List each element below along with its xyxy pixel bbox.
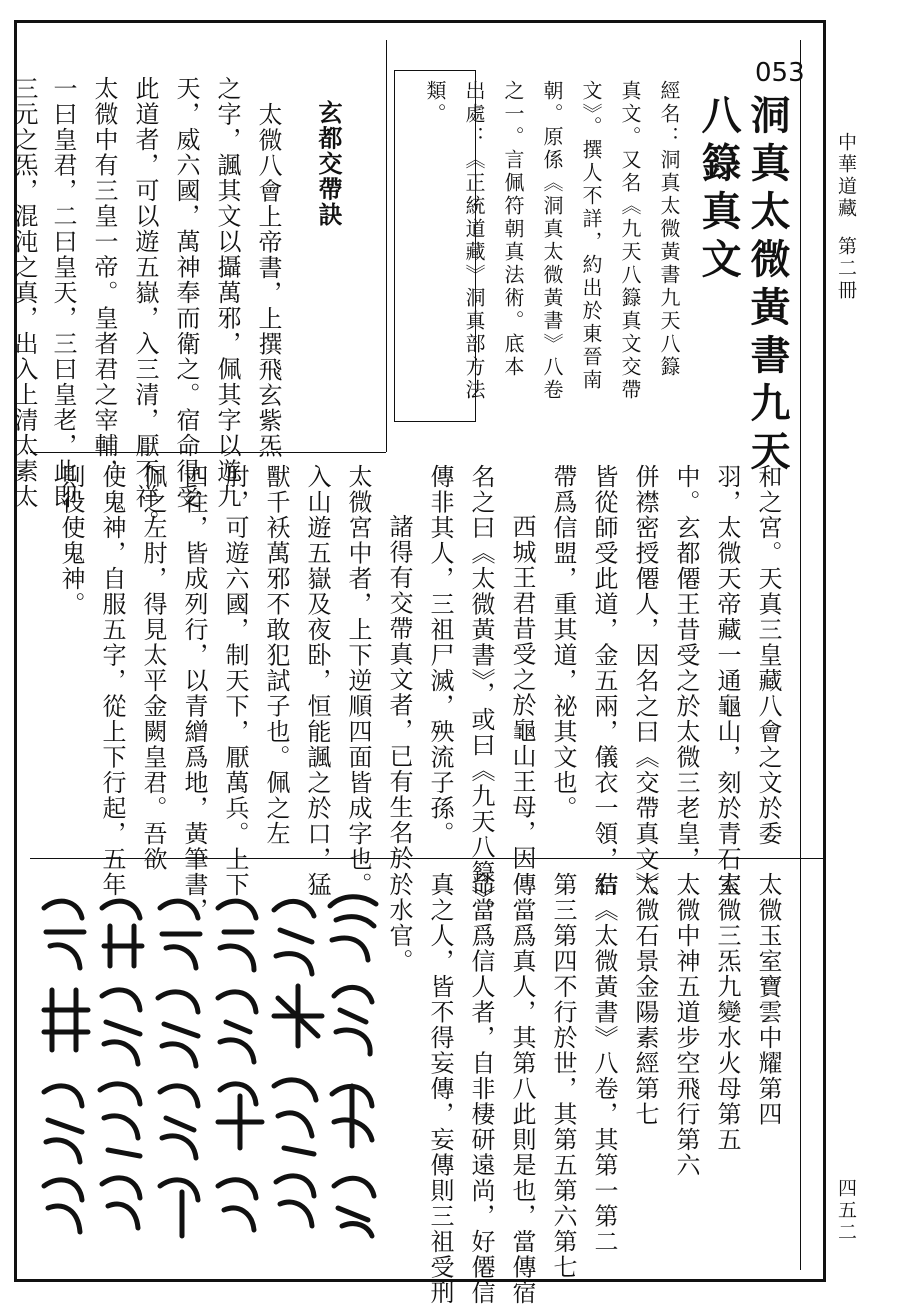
text-column: 之字，諷其文以攝萬邪，佩其字以遊九 <box>213 76 241 510</box>
text-column: 使鬼神，自服五字，從上下行起，五年 <box>98 464 126 898</box>
scripture-title-line1: 洞真太微黃書九天 <box>744 94 790 478</box>
note-line-4: 朝。原係《洞真太微黃書》八卷 <box>540 80 564 402</box>
text-column: 諸得有交帶真文者，已有生名於 <box>385 514 413 871</box>
text-column: 傳非其人，三祖尸滅，殃流子孫。 <box>426 464 454 847</box>
volume-label: 第二冊 <box>835 236 857 302</box>
text-column: 太微中有三皇一帝。皇者君之宰輔， <box>90 76 118 484</box>
text-column: 名之曰《太微黃書》，或曰《九天八籙》。 <box>467 464 495 925</box>
note-line-6: 出處：《正統道藏》洞真部方法 <box>462 80 486 402</box>
text-column: 四往，皆成列行，以青繒爲地，黃筆書， <box>180 464 208 923</box>
text-column: 太微八會上帝書，上撰飛玄紫炁 <box>254 102 282 459</box>
seal-script-column-1 <box>322 886 390 1242</box>
seal-script-column-5 <box>90 886 158 1242</box>
note-line-5: 之一。言佩符朝真法術。底本 <box>501 80 525 379</box>
text-column: 真之人，皆不得妄傳，妄傳則三祖受刑 <box>426 872 454 1306</box>
vertical-rule-left <box>386 40 387 452</box>
page-number: 四五二 <box>835 1178 857 1244</box>
text-column: 帶爲信盟，重其道，祕其文也。 <box>549 464 577 821</box>
seal-script-column-3 <box>206 886 274 1242</box>
text-column: 則役使鬼神。 <box>57 464 85 617</box>
text-column: 太微中神五道步空飛行第六 <box>672 872 700 1178</box>
section-heading: 玄都交帶訣 <box>314 100 343 228</box>
divider-upper <box>30 452 386 453</box>
text-column: 太微玉室寶雲中耀第四 <box>754 872 782 1127</box>
seal-script-column-2 <box>264 886 332 1242</box>
text-column: 佩之左肘，得見太平金闕皇君。吾欲 <box>139 464 167 872</box>
text-column: 併襟密授僊人，因名之曰《交帶真文》。 <box>631 464 659 911</box>
book-header <box>836 132 855 302</box>
text-column: 獸千袄萬邪不敢犯試子也。佩之左 <box>262 464 290 847</box>
note-line-1: 經名：洞真太微黃書九天八籙 <box>657 80 681 379</box>
scripture-title-line2: 八籙真文 <box>695 94 741 286</box>
vertical-rule-right <box>800 40 801 1270</box>
text-column: 三元之炁，混沌之真，出入上清太素太 <box>10 76 38 510</box>
note-line-2: 真文。又名《九天八籙真文交帶 <box>618 80 642 402</box>
scripture-number: 053 <box>755 58 805 88</box>
book-title: 中華道藏 <box>835 132 857 220</box>
text-column: 入山遊五嶽及夜卧，恒能諷之於口，猛 <box>303 464 331 898</box>
note-line-7: 類。 <box>423 80 447 126</box>
seal-script-column-4 <box>148 886 216 1242</box>
text-column: 和之宮。天真三皇藏八會之文於委 <box>754 464 782 847</box>
text-column: 此道者，可以遊五嶽，入三清，厭不祥。 <box>131 76 159 535</box>
text-column: 太微三炁九變水火母第五 <box>713 872 741 1153</box>
text-column: 皆從師受此道，金五兩，儀衣一領，結 <box>590 464 618 898</box>
text-column: 肘，可遊六國，制天下，厭萬兵。上下 <box>221 464 249 898</box>
text-column: 一曰皇君，二曰皇天，三曰皇老，此即 <box>49 76 77 510</box>
text-column: 中。玄都僊王昔受之於太微三老皇， <box>672 464 700 872</box>
text-column: 太微宮中者，上下逆順四面皆成字也。 <box>344 464 372 898</box>
text-column: 第三第四不行於世，其第五第六第七 <box>549 872 577 1280</box>
text-column: 太微石景金陽素經第七 <box>631 872 659 1127</box>
text-column: 傳當爲真人，其第八此則是也，當傳宿 <box>508 872 536 1306</box>
text-column: 右《太微黃書》八卷，其第一第二 <box>590 872 618 1255</box>
text-column: 命當爲信人者，自非棲研遠尚，好僊信 <box>467 872 495 1306</box>
text-column: 羽，太微天帝藏一通龜山，刻於青石室 <box>713 464 741 898</box>
note-line-3: 文》。撰人不詳，約出於東晉南 <box>579 80 603 392</box>
text-column: 於水官。 <box>385 872 413 974</box>
seal-script-column-6 <box>32 886 100 1242</box>
text-column: 天，威六國，萬神奉而衛之。宿命得受 <box>172 76 200 510</box>
text-column: 西城王君昔受之於龜山王母，因 <box>508 514 536 871</box>
